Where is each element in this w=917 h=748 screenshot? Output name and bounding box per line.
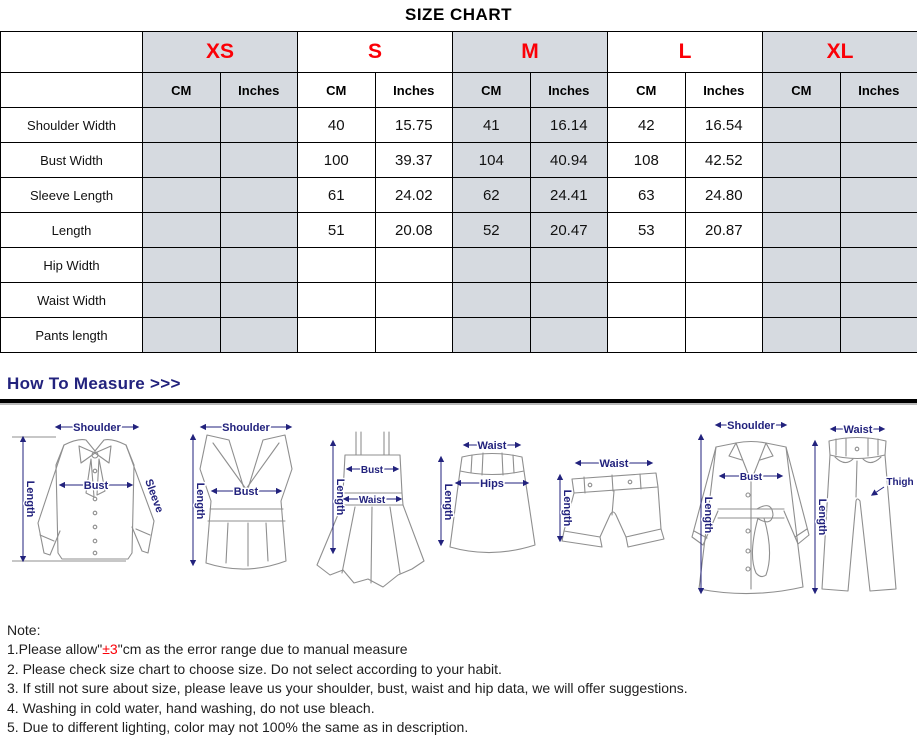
unit-header: Inches [220,73,298,108]
size-cell [375,318,453,353]
size-cell: 100 [298,143,376,178]
unit-header: Inches [530,73,608,108]
note1-prefix: 1.Please allow" [7,641,103,658]
blouse-shoulder-label: Shoulder [73,422,121,434]
row-label: Shoulder Width [1,108,143,143]
size-cell [375,283,453,318]
size-cell [685,318,763,353]
size-cell [143,248,221,283]
size-cell: 42 [608,108,686,143]
size-cell [608,283,686,318]
size-cell: 61 [298,178,376,213]
size-cell [763,213,841,248]
pants-waist-label: Waist [843,424,873,436]
size-header-xl: XL [763,32,917,73]
table-row [1,143,917,178]
tank-top-sketch [193,422,292,569]
size-cell [608,248,686,283]
size-cell [530,248,608,283]
table-row [1,318,917,353]
size-cell [840,178,917,213]
size-cell [608,318,686,353]
size-cell [453,318,531,353]
size-cell: 20.87 [685,213,763,248]
notes-heading: Note: [7,622,41,638]
table-row [1,248,917,283]
size-cell: 20.47 [530,213,608,248]
size-cell [763,178,841,213]
size-table-body [1,108,917,353]
size-cell [143,178,221,213]
size-cell [220,178,298,213]
unit-header: Inches [375,73,453,108]
row-label: Length [1,213,143,248]
table-row [1,283,917,318]
size-header-l: L [608,32,763,73]
size-cell [763,248,841,283]
units-header-row [1,73,917,108]
blouse-bust-label: Bust [83,480,109,492]
unit-header: CM [298,73,376,108]
blouse-sketch [12,422,165,561]
unit-header: CM [608,73,686,108]
size-cell: 16.14 [530,108,608,143]
size-cell: 108 [608,143,686,178]
note-line-1 [7,640,917,659]
size-cell: 104 [453,143,531,178]
notes-section [0,617,917,737]
size-cell [143,143,221,178]
size-cell: 53 [608,213,686,248]
page-title: SIZE CHART [405,5,512,24]
size-cell [763,283,841,318]
size-cell [220,108,298,143]
size-cell [375,248,453,283]
tank-bust-label: Bust [233,486,259,498]
size-cell [840,213,917,248]
size-header-s: S [298,32,453,73]
skirt-waist-label: Waist [477,440,507,452]
note-line-4: 4. Washing in cold water, hand washing, do not use bleach. [7,699,375,716]
size-cell: 24.80 [685,178,763,213]
unit-header: CM [453,73,531,108]
dress-sketch [317,432,424,587]
size-cell: 24.41 [530,178,608,213]
size-cell [530,318,608,353]
row-label: Pants length [1,318,143,353]
size-cell [685,248,763,283]
size-cell: 42.52 [685,143,763,178]
size-cell [530,283,608,318]
blouse-length-label: Length [24,480,36,518]
table-row [1,108,917,143]
size-cell [763,143,841,178]
corner-cell [1,73,143,108]
size-cell [453,283,531,318]
size-cell [220,248,298,283]
measure-diagrams [0,405,917,617]
table-row [1,178,917,213]
unit-header: Inches [685,73,763,108]
size-cell: 20.08 [375,213,453,248]
size-chart-table [0,31,917,353]
dress-length-label: Length [334,478,346,516]
corner-cell [1,32,143,73]
size-cell [840,283,917,318]
size-table-head [1,32,917,108]
shorts-length-label: Length [561,489,573,527]
size-cell [840,248,917,283]
size-cell: 15.75 [375,108,453,143]
size-cell [298,248,376,283]
shorts-sketch [560,458,664,547]
size-header-row [1,32,917,73]
unit-header: Inches [840,73,917,108]
skirt-sketch [441,440,535,553]
size-cell [220,283,298,318]
note-line-2: 2. Please check size chart to choose size. Do not select according to your habit. [7,660,502,677]
size-cell: 24.02 [375,178,453,213]
size-cell [220,213,298,248]
size-cell [143,213,221,248]
row-label: Bust Width [1,143,143,178]
shorts-waist-label: Waist [599,458,629,470]
coat-length-label: Length [702,496,714,534]
unit-header: CM [763,73,841,108]
skirt-length-label: Length [442,483,454,521]
tank-shoulder-label: Shoulder [222,422,270,434]
size-cell [840,108,917,143]
note1-tolerance: ±3 [102,641,118,658]
size-cell: 52 [453,213,531,248]
size-cell [685,283,763,318]
size-cell: 16.54 [685,108,763,143]
pants-length-label: Length [816,498,828,536]
blouse-sleeve-label: Sleeve [142,477,166,515]
dress-bust-label: Bust [360,465,384,476]
size-cell: 39.37 [375,143,453,178]
row-label: Hip Width [1,248,143,283]
size-cell [298,318,376,353]
size-cell: 40.94 [530,143,608,178]
size-cell [298,283,376,318]
note-line-3: 3. If still not sure about size, please leave us your shoulder, bust, waist and hip data, we will offer suggestions. [7,680,688,697]
pants-sketch [815,424,914,593]
size-cell [840,143,917,178]
size-cell [143,108,221,143]
pants-thigh-label: Thigh [886,477,914,488]
size-header-m: M [453,32,608,73]
size-cell [220,143,298,178]
how-to-measure-heading: How To Measure >>> [7,374,181,393]
size-cell [453,248,531,283]
note1-suffix: "cm as the error range due to manual measure [117,641,408,658]
size-cell: 51 [298,213,376,248]
size-header-xs: XS [143,32,298,73]
size-cell: 63 [608,178,686,213]
unit-header: CM [143,73,221,108]
table-row [1,213,917,248]
size-cell [763,318,841,353]
coat-shoulder-label: Shoulder [727,420,775,432]
size-cell [143,283,221,318]
size-cell [220,318,298,353]
note-line-5: 5. Due to different lighting, color may not 100% the same as in description. [7,719,469,736]
size-cell: 62 [453,178,531,213]
coat-sketch [692,420,809,594]
dress-waist-label: Waist [358,495,386,506]
size-cell: 40 [298,108,376,143]
row-label: Waist Width [1,283,143,318]
size-cell [143,318,221,353]
coat-bust-label: Bust [739,472,763,483]
tank-length-label: Length [194,482,206,520]
size-cell [763,108,841,143]
skirt-hips-label: Hips [480,478,504,490]
size-cell: 41 [453,108,531,143]
size-cell [840,318,917,353]
row-label: Sleeve Length [1,178,143,213]
